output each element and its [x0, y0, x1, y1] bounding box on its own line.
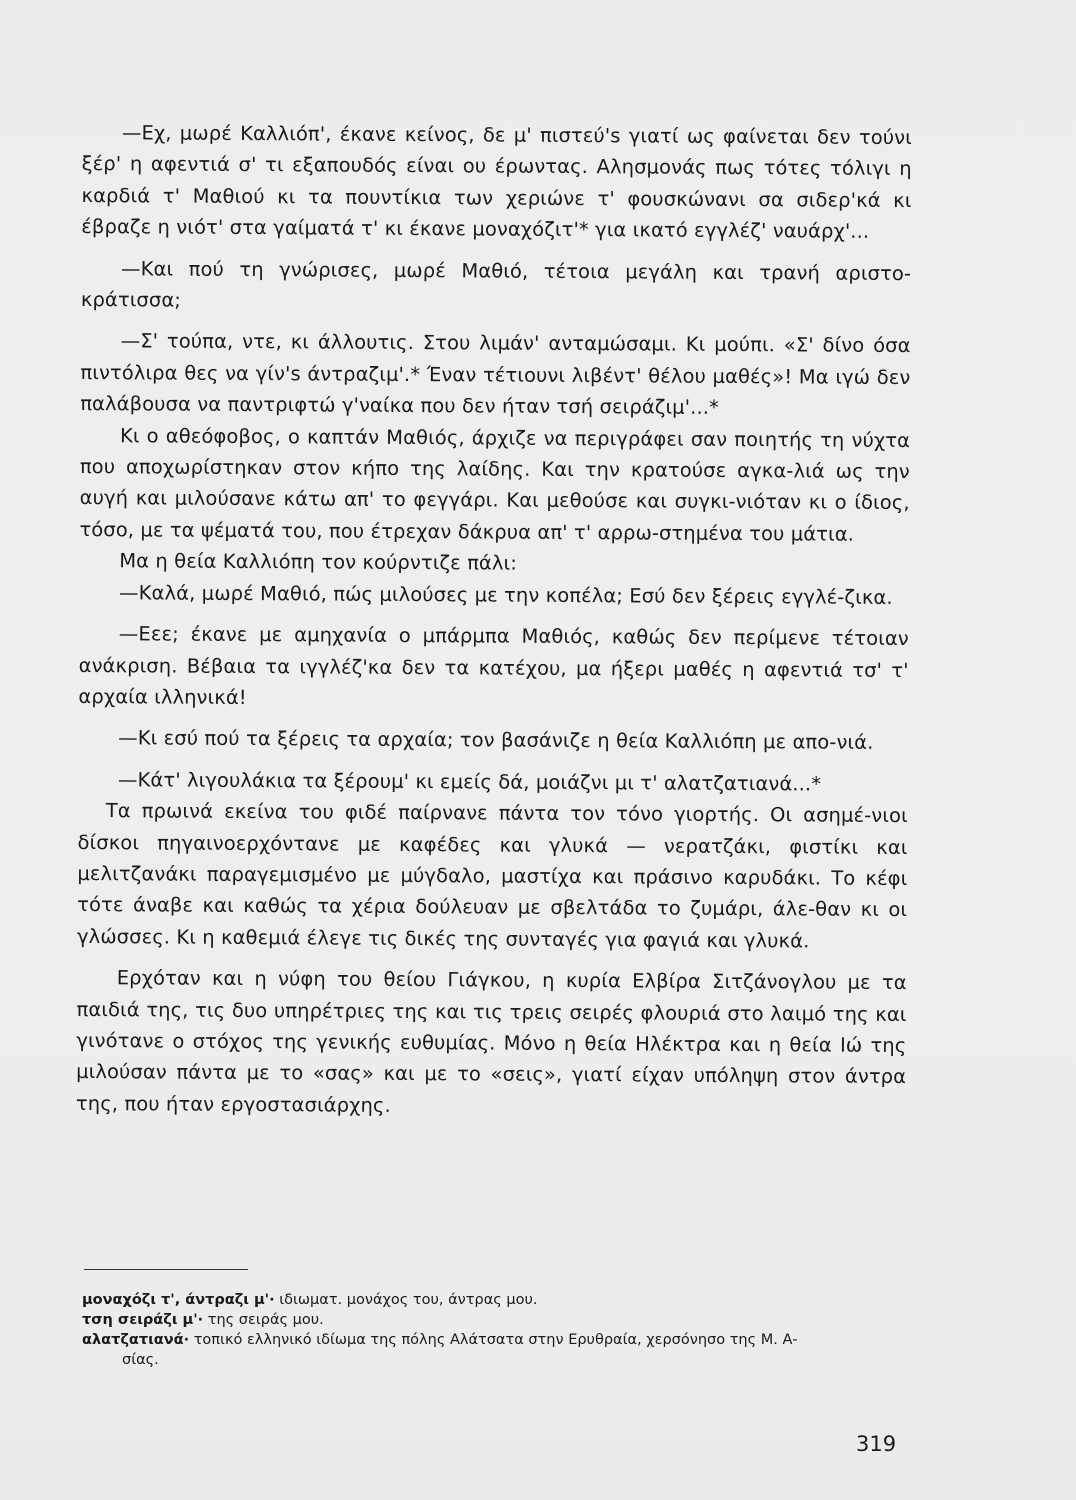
footnote-term: τση σειράζι μ'· — [82, 1312, 204, 1328]
paragraph: —Εεε; έκανε με αμηχανία ο μπάρμπα Μαθιός, καθώς δεν περίμενε τέτοιαν ανάκριση. Βέβαια τα ιγγλέζ'κα δεν τα κατέχου, μα ήξερι μαθές η αφεντιά τσ' τ' αρχαία ιλληνικά! — [78, 622, 909, 709]
footnote — [82, 1310, 912, 1330]
paragraph: Τα πρωινά εκείνα του φιδέ παίρνανε πάντα τον τόνο γιορτής. Οι ασημέ-νιοι δίσκοι πηγαινοερχόντανε με καφέδες και γλυκά — νερατζάκι, φιστίκι και μελιτζανάκι παραγεμισμένο με μύγδαλο, μαστίχα και πράσινο καρυδάκι. Το κέφι τότε άναβε και καθώς τα χέρια δούλευαν με σβελτάδα το ζυμάρι, άλε-θαν κι οι γλώσσες. Κι η καθεμιά έλεγε τις δικές της συνταγές για φαγιά και γλυκά. — [76, 799, 908, 953]
footnote — [82, 1330, 912, 1350]
paragraph: —Καλά, μωρέ Μαθιό, πώς μιλούσες με την κοπέλα; Εσύ δεν ξέρεις εγγλέ-ζικα. — [119, 580, 893, 609]
body-text — [76, 117, 912, 1124]
footnote-term: αλατζατιανά· — [82, 1332, 190, 1348]
paragraph: —Και πού τη γνώρισες, μωρέ Μαθιό, τέτοια μεγάλη και τρανή αριστο-κράτισσα; — [80, 256, 912, 312]
footnote-continuation: σίας. — [122, 1352, 159, 1368]
footnote — [82, 1290, 912, 1310]
paragraph: —Κάτ' λιγουλάκια τα ξέρουμ' κι εμείς δά, μοιάζνι μι τ' αλατζατιανά...* — [117, 767, 822, 796]
paragraph: Ερχόταν και η νύφη του θείου Γιάγκου, η κυρία Ελβίρα Σιτζάνογλου με τα παιδιά της, τις δυο υπηρέτριες της και τις τρεις σειρές φλουριά στο λαιμό της και γινότανε ο στόχος της γενικής ευθυμίας. Μόνο η θεία Ηλέκτρα και η θεία Ιώ της μιλούσαν πάντα με το «σας» και με το «σεις», γιατί είχαν υπόληψη στον άντρα της, που ήταν εργοστασιάρχης. — [75, 966, 907, 1117]
paragraph: Κι ο αθεόφοβος, ο καπτάν Μαθιός, άρχιζε να περιγράφει σαν ποιητής τη νύχτα που αποχωρίστηκαν στον κήπο της λαίδης. Και την κρατούσε αγκα-λιά ως την αυγή και μιλούσανε κάτω απ' το φεγγάρι. Και μεθούσε και συγκι-νιόταν κι ο ίδιος, τόσο, με τα ψέματά του, που έτρεχαν δάκρυα απ' τ' αρρω-στημένα του μάτια. — [79, 423, 911, 546]
footnote-definition: της σειράς μου. — [207, 1312, 324, 1328]
footnote-term: μοναχόζι τ', άντραζι μ'· — [82, 1292, 275, 1308]
footnotes — [82, 1290, 912, 1370]
footnote-definition: ιδιωματ. μονάχος του, άντρας μου. — [279, 1292, 538, 1308]
paragraph: —Σ' τούπα, ντε, κι άλλουτις. Στου λιμάν' ανταμώσαμι. Κι μούπι. «Σ' δίνο όσα πιντόλιρα θες να γίν's άντραζιμ'.* Έναν τέτιουνι λιβέντ' θέλου μαθές»! Μα ιγώ δεν παλάβουσα να παντριφτώ γ'ναίκα που δεν ήταν τσή σειράζιμ'...* — [80, 329, 911, 420]
footnote-separator — [84, 1269, 248, 1270]
page-number: 319 — [856, 1432, 897, 1456]
paragraph: Μα η θεία Καλλιόπη τον κούρντιζε πάλι: — [119, 549, 517, 575]
paragraph: —Κι εσύ πού τα ξέρεις τα αρχαία; τον βασάνιζε η θεία Καλλιόπη με απο-νιά. — [118, 726, 874, 755]
paragraph: —Εχ, μωρέ Καλλιόπ', έκανε κείνος, δε μ' πιστεύ's γιατί ως φαίνεται δεν τούνι ξέρ' η αφεντιά σ' τι εξαπουδός είναι ου έρωντας. Αλησμονάς πως τότες τόλιγι η καρδιά τ' Μαθιού κι τα πουντίκια των χεριώνε τ' φουσκώνανι σα σιδερ'κά κι έβραζε η νιότ' στα γαίματά τ' κι έκανε μοναχόζιτ'* για ικατό εγγλέζ' ναυάρχ'... — [81, 121, 912, 244]
footnote-definition: τοπικό ελληνικό ιδίωμα της πόλης Αλάτσατα στην Ερυθραία, χερσόνησο της Μ. Α- — [193, 1332, 798, 1348]
